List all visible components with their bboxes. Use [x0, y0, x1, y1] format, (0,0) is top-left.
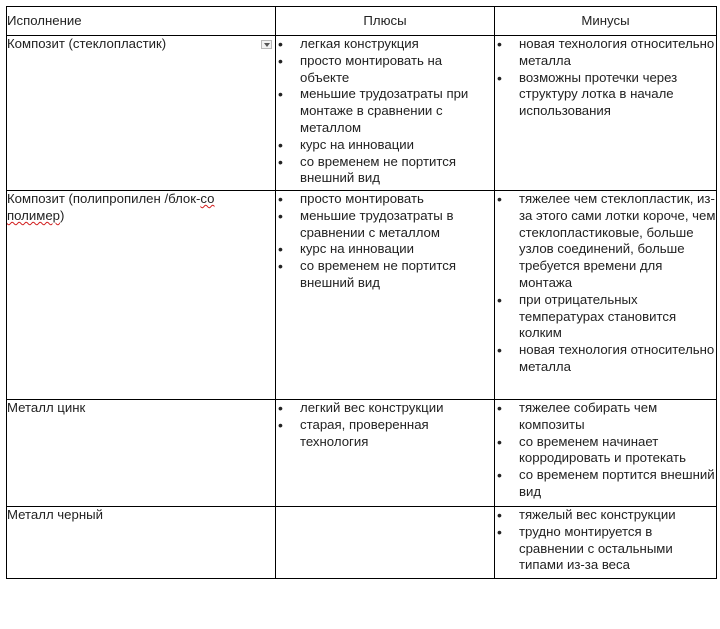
execution-label-part: )	[59, 207, 65, 223]
execution-label: Металл черный	[7, 507, 103, 522]
pros-cell[interactable]	[276, 400, 495, 507]
table-row	[7, 400, 717, 507]
execution-label-part: Композит (полипропилен /блок-	[7, 191, 201, 206]
execution-label: Металл цинк	[7, 400, 86, 415]
list-item: • легкий вес конструкции	[276, 400, 494, 417]
spellcheck-underline: со полимер	[7, 191, 215, 223]
execution-cell[interactable]	[7, 507, 276, 579]
list-item: • просто монтировать на объекте	[276, 53, 494, 87]
list-item: • тяжелый вес конструкции	[495, 507, 716, 524]
table-row	[7, 507, 717, 579]
header-cons[interactable]: Минусы	[495, 7, 717, 36]
execution-label	[7, 191, 215, 223]
table-row	[7, 191, 717, 400]
list-item: • новая технология относительно металла	[495, 342, 716, 376]
cons-list	[495, 400, 716, 501]
pros-cell[interactable]	[276, 507, 495, 579]
header-row	[7, 7, 717, 36]
dropdown-arrow-icon[interactable]	[261, 40, 272, 49]
cons-cell[interactable]	[495, 191, 717, 400]
comparison-table	[6, 6, 717, 579]
list-item: • меньшие трудозатраты при монтаже в сравнении с металлом	[276, 86, 494, 136]
cons-cell[interactable]	[495, 400, 717, 507]
cons-list	[495, 36, 716, 120]
cons-cell[interactable]	[495, 507, 717, 579]
execution-cell[interactable]	[7, 400, 276, 507]
pros-list	[276, 191, 494, 292]
table-row	[7, 36, 717, 191]
execution-label: Композит (стеклопластик)	[7, 36, 167, 51]
list-item: • легкая конструкция	[276, 36, 494, 53]
header-execution[interactable]: Исполнение	[7, 7, 276, 36]
pros-cell[interactable]	[276, 36, 495, 191]
header-pros[interactable]: Плюсы	[276, 7, 495, 36]
list-item: • со временем портится внешний вид	[495, 467, 716, 501]
list-item: • со временем не портится внешний вид	[276, 258, 494, 292]
list-item: • со временем начинает корродировать и протекать	[495, 434, 716, 468]
list-item: • тяжелее собирать чем композиты	[495, 400, 716, 434]
pros-cell[interactable]	[276, 191, 495, 400]
list-item: • при отрицательных температурах становится колким	[495, 292, 716, 342]
list-item: • меньшие трудозатраты в сравнении с металлом	[276, 208, 494, 242]
execution-cell[interactable]	[7, 36, 276, 191]
cons-cell[interactable]	[495, 36, 717, 191]
list-item: • просто монтировать	[276, 191, 494, 208]
pros-list	[276, 36, 494, 187]
cons-list	[495, 507, 716, 574]
list-item: • курс на инновации	[276, 241, 494, 258]
list-item: • курс на инновации	[276, 137, 494, 154]
list-item: • новая технология относительно металла	[495, 36, 716, 70]
list-item: • трудно монтируется в сравнении с остальными типами из-за веса	[495, 524, 716, 574]
list-item: • возможны протечки через структуру лотка в начале использования	[495, 70, 716, 120]
list-item: • старая, проверенная технология	[276, 417, 494, 451]
list-item: • со временем не портится внешний вид	[276, 154, 494, 188]
cons-list	[495, 191, 716, 376]
pros-list	[276, 400, 494, 450]
execution-cell[interactable]	[7, 191, 276, 400]
list-item: • тяжелее чем стеклопластик, из-за этого сами лотки короче, чем стеклопластиковые, больше узлов соединений, больше требуется времени для монтажа	[495, 191, 716, 292]
